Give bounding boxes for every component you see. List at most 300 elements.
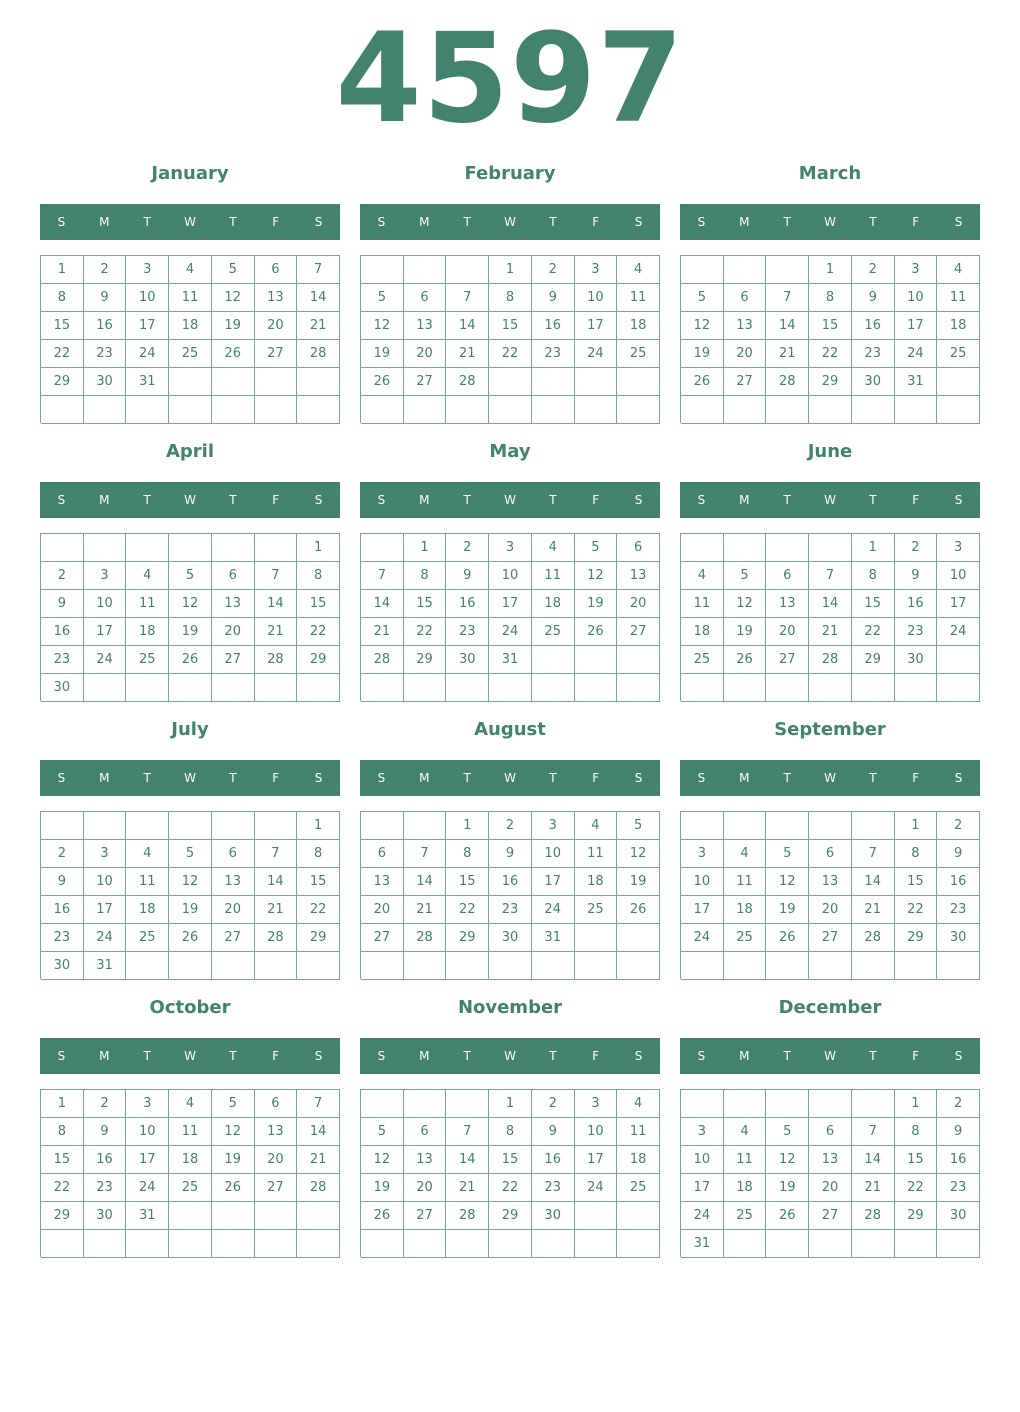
day-cell: 13 — [212, 868, 255, 896]
day-cell: 18 — [617, 1146, 660, 1174]
day-cell: 16 — [532, 312, 575, 340]
day-cell: 14 — [446, 312, 489, 340]
day-cell: 9 — [937, 1118, 980, 1146]
weekday-label: T — [229, 493, 237, 507]
day-cell: 27 — [361, 924, 404, 952]
day-cell: 2 — [41, 562, 84, 590]
day-cell: 1 — [809, 256, 852, 284]
day-cell: 20 — [255, 1146, 298, 1174]
empty-day-cell — [617, 952, 660, 980]
day-cell: 23 — [41, 646, 84, 674]
empty-day-cell — [212, 534, 255, 562]
day-cell: 15 — [297, 590, 340, 618]
weekday-label: S — [697, 493, 706, 507]
weekday-label: W — [824, 493, 836, 507]
day-cell: 25 — [724, 924, 767, 952]
weekday-label: T — [549, 493, 557, 507]
empty-day-cell — [297, 952, 340, 980]
day-cell: 23 — [446, 618, 489, 646]
weekday-label: T — [463, 493, 471, 507]
day-grid — [680, 255, 980, 423]
day-cell: 21 — [852, 896, 895, 924]
day-cell: 23 — [937, 1174, 980, 1202]
day-cell: 7 — [852, 1118, 895, 1146]
day-cell: 27 — [255, 340, 298, 368]
weekday-label: S — [954, 493, 963, 507]
empty-day-cell — [212, 368, 255, 396]
weekday-label: M — [99, 771, 110, 785]
day-cell: 3 — [84, 840, 127, 868]
day-cell: 25 — [169, 340, 212, 368]
day-cell: 7 — [809, 562, 852, 590]
day-cell: 1 — [489, 1090, 532, 1118]
day-cell: 26 — [766, 924, 809, 952]
empty-day-cell — [681, 396, 724, 424]
day-cell: 5 — [361, 1118, 404, 1146]
day-cell: 2 — [852, 256, 895, 284]
empty-day-cell — [852, 396, 895, 424]
day-cell: 13 — [255, 1118, 298, 1146]
day-cell: 22 — [446, 896, 489, 924]
empty-day-cell — [724, 534, 767, 562]
weekday-label: F — [912, 215, 920, 229]
day-cell: 30 — [852, 368, 895, 396]
day-cell: 23 — [84, 340, 127, 368]
day-cell: 22 — [41, 1174, 84, 1202]
empty-day-cell — [937, 368, 980, 396]
day-cell: 23 — [895, 618, 938, 646]
day-cell: 26 — [212, 1174, 255, 1202]
day-cell: 12 — [617, 840, 660, 868]
day-cell: 7 — [297, 1090, 340, 1118]
empty-day-cell — [297, 1202, 340, 1230]
day-cell: 24 — [895, 340, 938, 368]
weekday-label: W — [824, 771, 836, 785]
day-cell: 12 — [212, 284, 255, 312]
empty-day-cell — [575, 924, 618, 952]
empty-day-cell — [255, 534, 298, 562]
weekday-label: S — [954, 215, 963, 229]
day-cell: 1 — [895, 1090, 938, 1118]
empty-day-cell — [41, 534, 84, 562]
empty-day-cell — [617, 646, 660, 674]
day-cell: 10 — [681, 1146, 724, 1174]
day-cell: 22 — [489, 340, 532, 368]
day-grid — [40, 533, 340, 701]
day-cell: 9 — [41, 590, 84, 618]
day-cell: 10 — [575, 1118, 618, 1146]
day-cell: 25 — [532, 618, 575, 646]
day-cell: 8 — [489, 1118, 532, 1146]
day-cell: 21 — [404, 896, 447, 924]
day-cell: 21 — [255, 618, 298, 646]
day-cell: 24 — [532, 896, 575, 924]
day-cell: 18 — [169, 312, 212, 340]
day-cell: 30 — [895, 646, 938, 674]
day-cell: 30 — [41, 674, 84, 702]
empty-day-cell — [126, 534, 169, 562]
empty-day-cell — [766, 256, 809, 284]
day-cell: 13 — [809, 868, 852, 896]
day-grid — [680, 533, 980, 701]
day-cell: 30 — [937, 924, 980, 952]
day-cell: 12 — [169, 868, 212, 896]
day-cell: 18 — [532, 590, 575, 618]
day-cell: 21 — [297, 1146, 340, 1174]
day-cell: 28 — [255, 924, 298, 952]
weekday-label: M — [419, 493, 430, 507]
empty-day-cell — [84, 812, 127, 840]
day-cell: 3 — [84, 562, 127, 590]
day-cell: 14 — [297, 284, 340, 312]
day-cell: 18 — [617, 312, 660, 340]
day-cell: 19 — [724, 618, 767, 646]
empty-day-cell — [766, 952, 809, 980]
day-cell: 22 — [809, 340, 852, 368]
empty-day-cell — [212, 812, 255, 840]
day-cell: 12 — [766, 1146, 809, 1174]
empty-day-cell — [852, 952, 895, 980]
day-cell: 21 — [446, 340, 489, 368]
day-cell: 29 — [297, 646, 340, 674]
day-cell: 8 — [852, 562, 895, 590]
day-cell: 20 — [809, 1174, 852, 1202]
weekday-label: M — [419, 215, 430, 229]
day-cell: 7 — [255, 562, 298, 590]
empty-day-cell — [681, 534, 724, 562]
empty-day-cell — [532, 396, 575, 424]
day-cell: 9 — [895, 562, 938, 590]
empty-day-cell — [255, 1230, 298, 1258]
empty-day-cell — [489, 396, 532, 424]
day-cell: 18 — [681, 618, 724, 646]
day-cell: 1 — [895, 812, 938, 840]
day-cell: 6 — [255, 256, 298, 284]
day-cell: 18 — [724, 1174, 767, 1202]
day-cell: 27 — [809, 1202, 852, 1230]
day-cell: 31 — [532, 924, 575, 952]
empty-day-cell — [404, 674, 447, 702]
day-cell: 9 — [84, 284, 127, 312]
empty-day-cell — [852, 1090, 895, 1118]
day-cell: 24 — [489, 618, 532, 646]
day-grid — [360, 811, 660, 979]
empty-day-cell — [809, 396, 852, 424]
weekday-header — [40, 760, 340, 796]
day-cell: 24 — [575, 1174, 618, 1202]
day-cell: 13 — [617, 562, 660, 590]
empty-day-cell — [724, 1230, 767, 1258]
day-cell: 17 — [84, 896, 127, 924]
day-cell: 11 — [724, 1146, 767, 1174]
empty-day-cell — [404, 256, 447, 284]
day-cell: 14 — [809, 590, 852, 618]
day-cell: 16 — [41, 896, 84, 924]
empty-day-cell — [895, 396, 938, 424]
weekday-label: W — [504, 771, 516, 785]
day-cell: 9 — [446, 562, 489, 590]
empty-day-cell — [84, 674, 127, 702]
day-cell: 4 — [681, 562, 724, 590]
month-may — [360, 438, 660, 704]
empty-day-cell — [361, 256, 404, 284]
day-cell: 23 — [852, 340, 895, 368]
day-cell: 28 — [809, 646, 852, 674]
day-cell: 18 — [937, 312, 980, 340]
day-cell: 3 — [681, 840, 724, 868]
weekday-header — [680, 760, 980, 796]
empty-day-cell — [937, 674, 980, 702]
day-cell: 5 — [681, 284, 724, 312]
empty-day-cell — [169, 368, 212, 396]
day-cell: 8 — [489, 284, 532, 312]
day-cell: 24 — [84, 924, 127, 952]
empty-day-cell — [681, 812, 724, 840]
weekday-label: T — [783, 493, 791, 507]
day-cell: 29 — [41, 1202, 84, 1230]
weekday-header — [40, 204, 340, 240]
weekday-label: F — [912, 771, 920, 785]
day-cell: 19 — [766, 1174, 809, 1202]
empty-day-cell — [446, 396, 489, 424]
empty-day-cell — [255, 812, 298, 840]
month-name: August — [474, 719, 546, 740]
day-cell: 25 — [937, 340, 980, 368]
empty-day-cell — [169, 396, 212, 424]
weekday-label: F — [272, 1049, 280, 1063]
day-cell: 10 — [575, 284, 618, 312]
day-cell: 6 — [404, 1118, 447, 1146]
day-cell: 11 — [532, 562, 575, 590]
empty-day-cell — [617, 368, 660, 396]
day-cell: 5 — [766, 1118, 809, 1146]
month-name: May — [489, 441, 531, 462]
empty-day-cell — [297, 1230, 340, 1258]
month-july — [40, 716, 340, 982]
day-cell: 19 — [361, 340, 404, 368]
month-name: July — [171, 719, 209, 740]
day-cell: 29 — [446, 924, 489, 952]
day-cell: 13 — [809, 1146, 852, 1174]
day-cell: 1 — [446, 812, 489, 840]
day-cell: 19 — [169, 618, 212, 646]
day-cell: 13 — [212, 590, 255, 618]
day-cell: 11 — [617, 1118, 660, 1146]
day-cell: 5 — [724, 562, 767, 590]
day-cell: 17 — [895, 312, 938, 340]
day-cell: 2 — [937, 1090, 980, 1118]
day-cell: 15 — [895, 868, 938, 896]
weekday-label: W — [504, 215, 516, 229]
weekday-label: T — [869, 1049, 877, 1063]
empty-day-cell — [212, 1202, 255, 1230]
weekday-label: T — [869, 493, 877, 507]
weekday-label: M — [739, 1049, 750, 1063]
day-cell: 31 — [489, 646, 532, 674]
day-cell: 27 — [724, 368, 767, 396]
weekday-label: W — [184, 215, 196, 229]
month-name: March — [798, 163, 862, 184]
empty-day-cell — [532, 368, 575, 396]
day-cell: 20 — [809, 896, 852, 924]
day-cell: 3 — [126, 256, 169, 284]
day-cell: 10 — [84, 590, 127, 618]
day-cell: 11 — [126, 590, 169, 618]
day-cell: 25 — [126, 924, 169, 952]
day-cell: 17 — [126, 1146, 169, 1174]
day-cell: 24 — [681, 1202, 724, 1230]
day-cell: 21 — [852, 1174, 895, 1202]
empty-day-cell — [41, 396, 84, 424]
empty-day-cell — [895, 952, 938, 980]
empty-day-cell — [361, 1230, 404, 1258]
day-cell: 21 — [297, 312, 340, 340]
day-cell: 14 — [852, 1146, 895, 1174]
day-cell: 15 — [489, 1146, 532, 1174]
empty-day-cell — [575, 646, 618, 674]
day-cell: 20 — [766, 618, 809, 646]
weekday-label: S — [57, 493, 66, 507]
day-cell: 9 — [937, 840, 980, 868]
weekday-label: S — [697, 1049, 706, 1063]
day-cell: 6 — [212, 840, 255, 868]
empty-day-cell — [255, 952, 298, 980]
weekday-label: W — [824, 215, 836, 229]
day-cell: 3 — [126, 1090, 169, 1118]
day-cell: 27 — [617, 618, 660, 646]
day-cell: 26 — [681, 368, 724, 396]
day-cell: 8 — [297, 562, 340, 590]
weekday-label: M — [419, 1049, 430, 1063]
day-cell: 23 — [489, 896, 532, 924]
day-cell: 8 — [895, 840, 938, 868]
day-cell: 4 — [937, 256, 980, 284]
day-cell: 25 — [724, 1202, 767, 1230]
day-cell: 18 — [126, 618, 169, 646]
day-cell: 12 — [724, 590, 767, 618]
day-cell: 11 — [169, 284, 212, 312]
month-october — [40, 994, 340, 1260]
empty-day-cell — [404, 1090, 447, 1118]
day-cell: 27 — [255, 1174, 298, 1202]
day-cell: 3 — [895, 256, 938, 284]
day-cell: 17 — [575, 1146, 618, 1174]
empty-day-cell — [724, 256, 767, 284]
day-cell: 9 — [532, 284, 575, 312]
month-january — [40, 160, 340, 426]
day-cell: 11 — [724, 868, 767, 896]
day-cell: 11 — [617, 284, 660, 312]
weekday-header — [40, 1038, 340, 1074]
weekday-label: T — [783, 1049, 791, 1063]
empty-day-cell — [489, 674, 532, 702]
day-cell: 5 — [766, 840, 809, 868]
empty-day-cell — [297, 396, 340, 424]
day-grid — [360, 533, 660, 701]
day-cell: 25 — [681, 646, 724, 674]
day-cell: 30 — [41, 952, 84, 980]
empty-day-cell — [617, 674, 660, 702]
day-cell: 20 — [404, 340, 447, 368]
day-cell: 29 — [895, 924, 938, 952]
day-cell: 6 — [212, 562, 255, 590]
day-cell: 12 — [361, 1146, 404, 1174]
day-cell: 7 — [446, 1118, 489, 1146]
day-cell: 10 — [126, 1118, 169, 1146]
weekday-label: M — [739, 493, 750, 507]
empty-day-cell — [489, 1230, 532, 1258]
empty-day-cell — [575, 1202, 618, 1230]
day-cell: 8 — [895, 1118, 938, 1146]
empty-day-cell — [532, 674, 575, 702]
day-grid — [360, 255, 660, 423]
day-cell: 27 — [404, 1202, 447, 1230]
day-cell: 12 — [575, 562, 618, 590]
day-cell: 18 — [169, 1146, 212, 1174]
day-cell: 15 — [404, 590, 447, 618]
day-cell: 11 — [126, 868, 169, 896]
empty-day-cell — [126, 396, 169, 424]
weekday-label: T — [869, 771, 877, 785]
weekday-label: S — [57, 1049, 66, 1063]
empty-day-cell — [809, 674, 852, 702]
day-cell: 19 — [212, 312, 255, 340]
weekday-label: S — [697, 215, 706, 229]
empty-day-cell — [895, 674, 938, 702]
day-cell: 5 — [361, 284, 404, 312]
weekday-label: S — [377, 215, 386, 229]
day-cell: 10 — [532, 840, 575, 868]
day-cell: 22 — [41, 340, 84, 368]
day-cell: 20 — [255, 312, 298, 340]
month-name: June — [807, 441, 853, 462]
day-cell: 15 — [297, 868, 340, 896]
day-cell: 7 — [852, 840, 895, 868]
empty-day-cell — [617, 396, 660, 424]
day-cell: 4 — [575, 812, 618, 840]
empty-day-cell — [255, 396, 298, 424]
empty-day-cell — [575, 952, 618, 980]
empty-day-cell — [937, 1230, 980, 1258]
empty-day-cell — [255, 674, 298, 702]
day-cell: 17 — [575, 312, 618, 340]
empty-day-cell — [126, 1230, 169, 1258]
month-name: November — [457, 997, 563, 1018]
month-name: February — [464, 163, 556, 184]
day-cell: 7 — [255, 840, 298, 868]
empty-day-cell — [724, 674, 767, 702]
empty-day-cell — [489, 368, 532, 396]
day-cell: 27 — [766, 646, 809, 674]
day-cell: 2 — [895, 534, 938, 562]
day-cell: 11 — [575, 840, 618, 868]
day-cell: 11 — [937, 284, 980, 312]
weekday-label: T — [143, 771, 151, 785]
month-name: April — [165, 441, 215, 462]
day-cell: 17 — [126, 312, 169, 340]
weekday-label: F — [592, 1049, 600, 1063]
day-cell: 6 — [617, 534, 660, 562]
empty-day-cell — [446, 952, 489, 980]
day-cell: 10 — [126, 284, 169, 312]
empty-day-cell — [681, 256, 724, 284]
day-cell: 26 — [169, 924, 212, 952]
day-cell: 21 — [255, 896, 298, 924]
weekday-label: F — [272, 215, 280, 229]
empty-day-cell — [575, 368, 618, 396]
empty-day-cell — [404, 1230, 447, 1258]
day-cell: 19 — [681, 340, 724, 368]
